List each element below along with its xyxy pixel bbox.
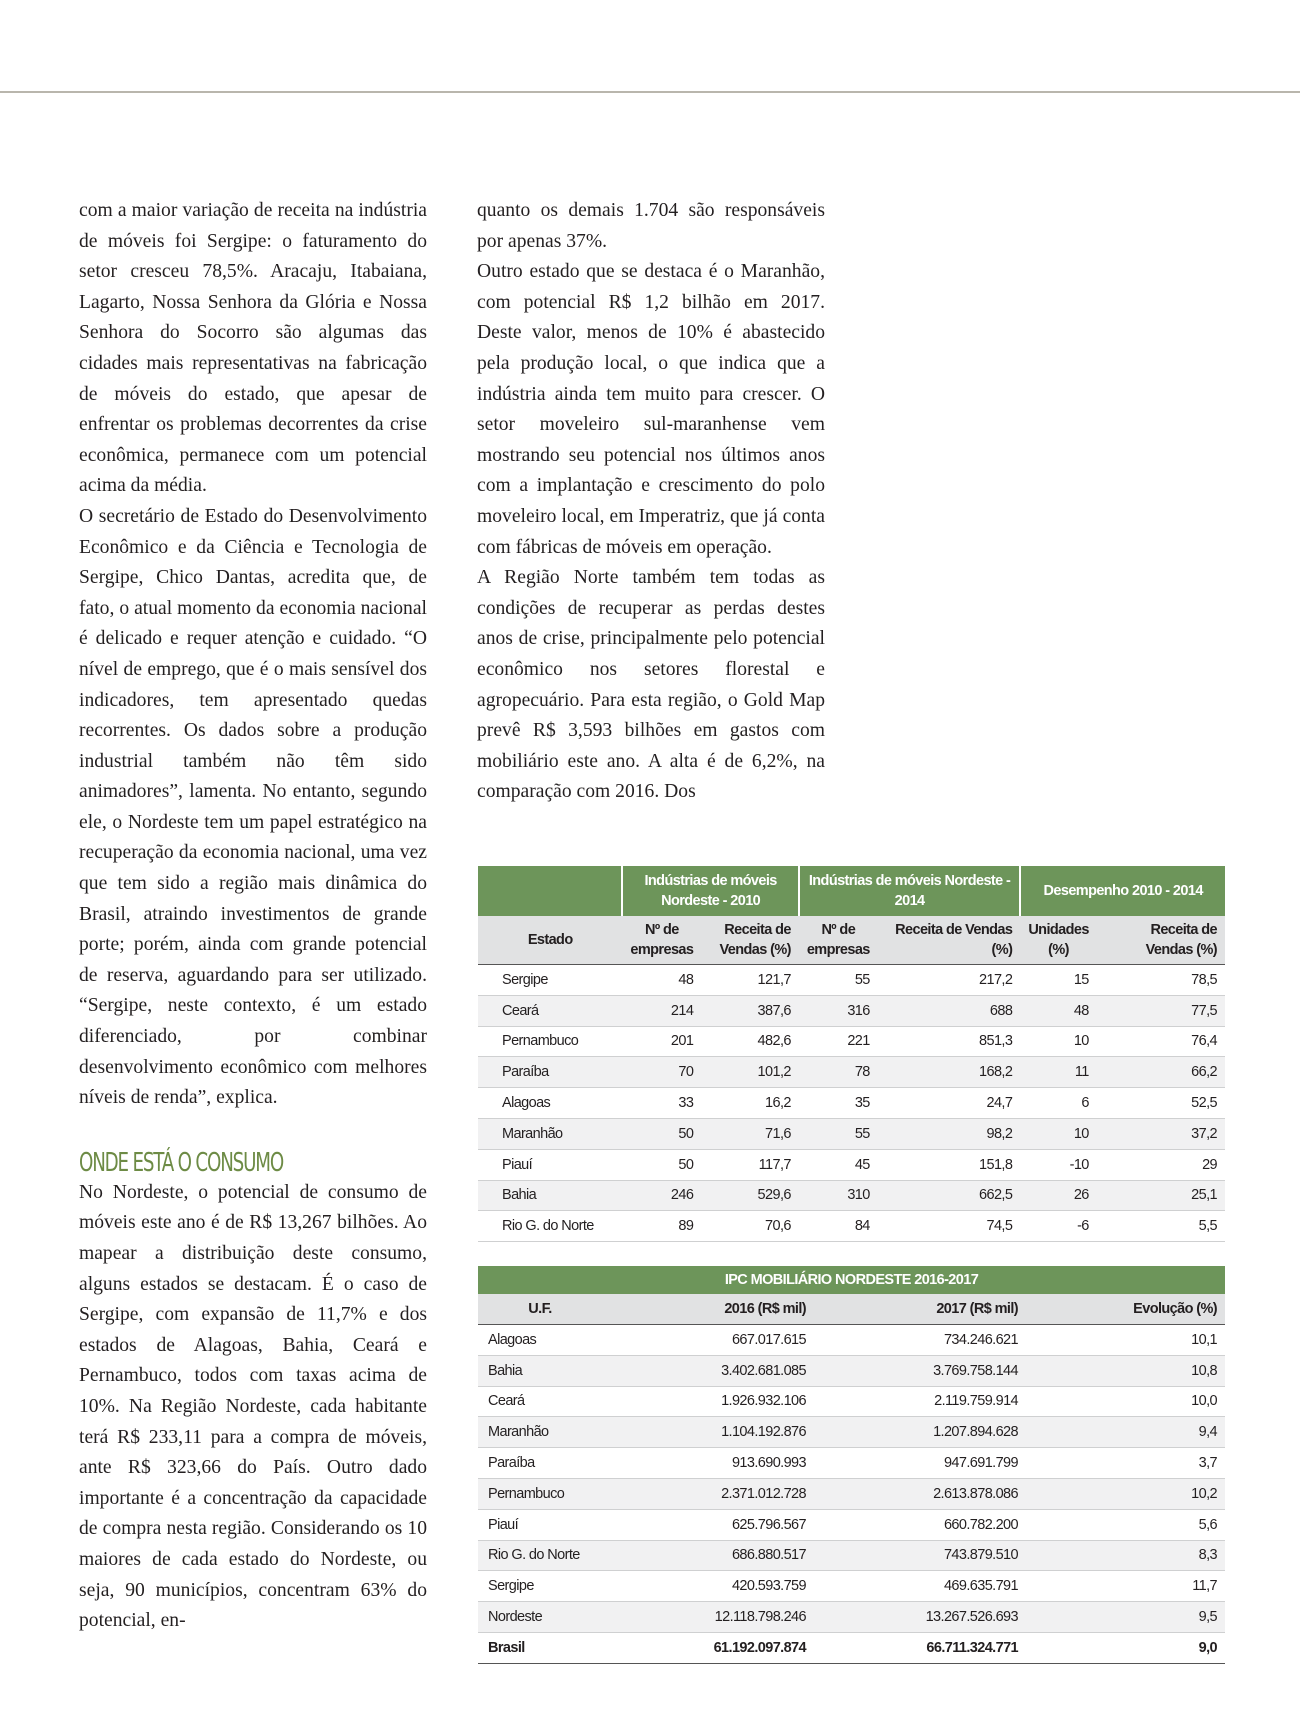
table-cell: 316 (799, 995, 878, 1026)
table-cell: 201 (622, 1026, 701, 1057)
table-cell: 168,2 (878, 1057, 1021, 1088)
table-header-blank (478, 866, 622, 916)
table-cell: 101,2 (701, 1057, 799, 1088)
column-header: 2017 (R$ mil) (814, 1294, 1026, 1325)
table-cell: 246 (622, 1180, 701, 1211)
paragraph: com a maior variação de receita na indústria de móveis foi Sergipe: o faturamento do setor cresceu 78,5%. Aracaju, Itabaiana, Lagarto, Nossa Senhora da Glória e Nossa Senhora do Socorro são algumas das cidades mais representativas na fabricação de móveis do estado, que apesar de enfrentar os problemas decorrentes da crise econômica, permanece com um potencial acima da média. (79, 200, 427, 497)
column-header: U.F. (478, 1294, 602, 1325)
middle-column (477, 196, 825, 808)
table-cell: 15 (1020, 965, 1096, 996)
table-cell: 70,6 (701, 1211, 799, 1242)
table-cell: 9,4 (1026, 1417, 1225, 1448)
column-header: Receita de Vendas (%) (1097, 916, 1225, 965)
row-label: Sergipe (478, 1571, 602, 1602)
table-row (478, 1386, 1225, 1417)
table-cell: 660.782.200 (814, 1509, 1026, 1540)
table-cell: 3.769.758.144 (814, 1355, 1026, 1386)
table-cell: 469.635.791 (814, 1571, 1026, 1602)
paragraph: O secretário de Estado do Desenvolvimento Econômico e da Ciência e Tecnologia de Sergipe, Chico Dantas, acredita que, de fato, o atual momento da economia nacional é delicado e requer atenção e cuidado. “O nível de emprego, que é o mais sensível dos indicadores, tem apresentado quedas recorrentes. Os dados sobre a produção industrial também não têm sido animadores”, lamenta. No entanto, segundo ele, o Nordeste tem um papel estratégico na recuperação da economia nacional, uma vez que tem sido a região mais dinâmica do Brasil, atraindo investimentos de grande porte; porém, ainda com grande potencial de reserva, aguardando para ser utilizado. “Sergipe, neste contexto, é um estado diferenciado, por combinar desenvolvimento econômico com melhores níveis de renda”, explica. (79, 505, 427, 1109)
table-cell: 24,7 (878, 1088, 1021, 1119)
row-label: Maranhão (478, 1417, 602, 1448)
table-cell: 71,6 (701, 1118, 799, 1149)
table-cell: 151,8 (878, 1149, 1021, 1180)
table-cell: -6 (1020, 1211, 1096, 1242)
table-cell: 2.613.878.086 (814, 1478, 1026, 1509)
table-row (478, 1118, 1225, 1149)
row-label: Pernambuco (478, 1478, 602, 1509)
table-cell: 3,7 (1026, 1448, 1225, 1479)
table-cell: 70 (622, 1057, 701, 1088)
column-header: Nº de empresas (622, 916, 701, 965)
table-cell: 688 (878, 995, 1021, 1026)
table-cell: 66,2 (1097, 1057, 1225, 1088)
table-cell: 420.593.759 (602, 1571, 814, 1602)
table-cell: 89 (622, 1211, 701, 1242)
table-cell: 214 (622, 995, 701, 1026)
table-row (478, 1325, 1225, 1356)
paragraph: Outro estado que se destaca é o Maranhão, com potencial R$ 1,2 bilhão em 2017. Deste valor, menos de 10% é abastecido pela produção local, o que indica que a indústria ainda tem muito para crescer. O setor moveleiro sul-maranhense vem mostrando seu potencial nos últimos anos com a implantação e crescimento do polo moveleiro local, em Imperatriz, que já conta com fábricas de móveis em operação. (477, 261, 825, 558)
table-cell: 29 (1097, 1149, 1225, 1180)
table-cell: 55 (799, 965, 878, 996)
table-row (478, 1088, 1225, 1119)
table-cell: 217,2 (878, 965, 1021, 996)
row-label: Nordeste (478, 1602, 602, 1633)
table-row (478, 1355, 1225, 1386)
table-cell: 221 (799, 1026, 878, 1057)
table-row (478, 1026, 1225, 1057)
table-cell: 55 (799, 1118, 878, 1149)
table-cell: 1.207.894.628 (814, 1417, 1026, 1448)
row-label: Bahia (478, 1355, 602, 1386)
table-cell: 78 (799, 1057, 878, 1088)
section-heading: ONDE ESTÁ O CONSUMO (79, 1147, 284, 1178)
row-label: Alagoas (478, 1088, 622, 1119)
row-label: Maranhão (478, 1118, 622, 1149)
left-column (79, 196, 427, 1637)
table-cell: 66.711.324.771 (814, 1632, 1026, 1663)
table-cell: 52,5 (1097, 1088, 1225, 1119)
table-cell: 11,7 (1026, 1571, 1225, 1602)
table-cell: 45 (799, 1149, 878, 1180)
table-cell: 48 (622, 965, 701, 996)
table-cell: 9,5 (1026, 1602, 1225, 1633)
table-cell: 50 (622, 1118, 701, 1149)
row-label: Alagoas (478, 1325, 602, 1356)
table-row (478, 1180, 1225, 1211)
row-label: Sergipe (478, 965, 622, 996)
column-header: Unidades (%) (1020, 916, 1096, 965)
table-cell: 1.104.192.876 (602, 1417, 814, 1448)
table-row (478, 1057, 1225, 1088)
table-cell: 1.926.932.106 (602, 1386, 814, 1417)
row-label: Rio G. do Norte (478, 1540, 602, 1571)
table-row (478, 965, 1225, 996)
table-cell: 33 (622, 1088, 701, 1119)
table-cell: 734.246.621 (814, 1325, 1026, 1356)
table-cell: 25,1 (1097, 1180, 1225, 1211)
row-label: Rio G. do Norte (478, 1211, 622, 1242)
table-cell: 5,6 (1026, 1509, 1225, 1540)
table-cell: 13.267.526.693 (814, 1602, 1026, 1633)
group-header: Indústrias de móveis Nordeste - 2014 (799, 866, 1020, 916)
table-row (478, 995, 1225, 1026)
table-cell: 37,2 (1097, 1118, 1225, 1149)
table-cell: 61.192.097.874 (602, 1632, 814, 1663)
table-row (478, 1211, 1225, 1242)
table-row (478, 1448, 1225, 1479)
row-label: Ceará (478, 995, 622, 1026)
table-cell: 11 (1020, 1057, 1096, 1088)
paragraph: No Nordeste, o potencial de consumo de móveis este ano é de R$ 13,267 bilhões. Ao mapear a distribuição deste consumo, alguns estados se destacam. É o caso de Sergipe, com expansão de 11,7% e dos estados de Alagoas, Bahia, Ceará e Pernambuco, todos com taxas acima de 10%. Na Região Nordeste, cada habitante terá R$ 233,11 para a compra de móveis, ante R$ 323,66 do País. Outro dado importante é a concentração da capacidade de compra nesta região. Considerando os 10 maiores de cada estado do Nordeste, ou seja, 90 municípios, concentram 63% do potencial, en- (79, 1181, 427, 1632)
row-label: Bahia (478, 1180, 622, 1211)
table-cell: 482,6 (701, 1026, 799, 1057)
table-cell: 10 (1020, 1026, 1096, 1057)
table-cell: 6 (1020, 1088, 1096, 1119)
table-row (478, 1632, 1225, 1663)
column-header: Receita de Vendas (%) (701, 916, 799, 965)
table-row (478, 1478, 1225, 1509)
table-cell: 48 (1020, 995, 1096, 1026)
table-cell: 5,5 (1097, 1211, 1225, 1242)
table-cell: 10,1 (1026, 1325, 1225, 1356)
table-row (478, 1571, 1225, 1602)
table-row (478, 1540, 1225, 1571)
table-cell: 117,7 (701, 1149, 799, 1180)
row-label: Piauí (478, 1509, 602, 1540)
table-cell: 667.017.615 (602, 1325, 814, 1356)
table-cell: -10 (1020, 1149, 1096, 1180)
table-cell: 9,0 (1026, 1632, 1225, 1663)
table-cell: 76,4 (1097, 1026, 1225, 1057)
paragraph: quanto os demais 1.704 são responsáveis por apenas 37%. (477, 200, 825, 252)
column-header: Estado (478, 916, 622, 965)
table-cell: 10 (1020, 1118, 1096, 1149)
table-cell: 84 (799, 1211, 878, 1242)
table-cell: 686.880.517 (602, 1540, 814, 1571)
table-cell: 743.879.510 (814, 1540, 1026, 1571)
table-cell: 74,5 (878, 1211, 1021, 1242)
table-cell: 16,2 (701, 1088, 799, 1119)
table-cell: 3.402.681.085 (602, 1355, 814, 1386)
row-label: Paraíba (478, 1448, 602, 1479)
column-header: Evolução (%) (1026, 1294, 1225, 1325)
ipc-table (478, 1266, 1225, 1664)
table-cell: 913.690.993 (602, 1448, 814, 1479)
table-cell: 529,6 (701, 1180, 799, 1211)
table-row (478, 1602, 1225, 1633)
table-cell: 78,5 (1097, 965, 1225, 996)
table-cell: 10,0 (1026, 1386, 1225, 1417)
table-cell: 947.691.799 (814, 1448, 1026, 1479)
table-cell: 851,3 (878, 1026, 1021, 1057)
table-cell: 121,7 (701, 965, 799, 996)
table-cell: 10,8 (1026, 1355, 1225, 1386)
column-header: Nº de empresas (799, 916, 878, 965)
row-label: Paraíba (478, 1057, 622, 1088)
table-cell: 77,5 (1097, 995, 1225, 1026)
table-cell: 310 (799, 1180, 878, 1211)
table-cell: 35 (799, 1088, 878, 1119)
table-cell: 2.371.012.728 (602, 1478, 814, 1509)
paragraph: A Região Norte também tem todas as condições de recuperar as perdas destes anos de crise, principalmente pelo potencial econômico nos setores florestal e agropecuário. Para esta região, o Gold Map prevê R$ 3,593 bilhões em gastos com mobiliário este ano. A alta é de 6,2%, na comparação com 2016. Dos (477, 567, 825, 803)
group-header: Indústrias de móveis Nordeste - 2010 (622, 866, 798, 916)
top-rule (0, 91, 1300, 93)
column-header: Receita de Vendas (%) (878, 916, 1021, 965)
table-cell: 50 (622, 1149, 701, 1180)
table-cell: 8,3 (1026, 1540, 1225, 1571)
table-row (478, 1149, 1225, 1180)
table-cell: 26 (1020, 1180, 1096, 1211)
table-row (478, 1417, 1225, 1448)
row-label: Piauí (478, 1149, 622, 1180)
table-cell: 387,6 (701, 995, 799, 1026)
column-header: 2016 (R$ mil) (602, 1294, 814, 1325)
table-row (478, 1509, 1225, 1540)
row-label: Pernambuco (478, 1026, 622, 1057)
row-label: Ceará (478, 1386, 602, 1417)
group-header: Desempenho 2010 - 2014 (1020, 866, 1225, 916)
table-cell: 2.119.759.914 (814, 1386, 1026, 1417)
ipc-table-title: IPC MOBILIÁRIO NORDESTE 2016-2017 (478, 1266, 1225, 1294)
table-cell: 12.118.798.246 (602, 1602, 814, 1633)
table-cell: 662,5 (878, 1180, 1021, 1211)
industry-table (478, 866, 1225, 1242)
table-cell: 98,2 (878, 1118, 1021, 1149)
table-cell: 625.796.567 (602, 1509, 814, 1540)
row-label: Brasil (478, 1632, 602, 1663)
table-cell: 10,2 (1026, 1478, 1225, 1509)
